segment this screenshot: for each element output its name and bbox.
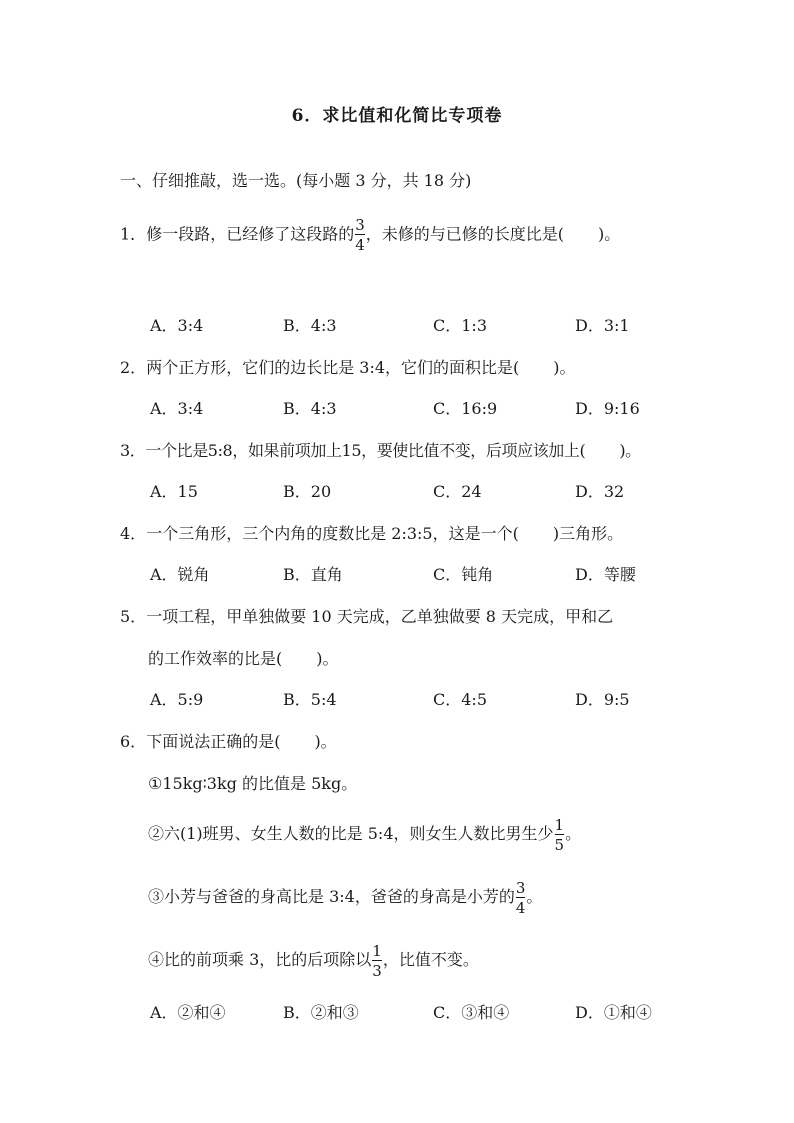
question-text: )。 xyxy=(619,441,641,460)
option-a[interactable]: A．15 xyxy=(150,482,198,501)
option-c[interactable]: C．钝角 xyxy=(433,565,494,584)
question-3 xyxy=(120,441,641,461)
option-c[interactable]: C．16:9 xyxy=(433,399,498,418)
question-text: )三角形。 xyxy=(552,524,624,543)
option-d[interactable]: D．①和④ xyxy=(575,1003,652,1022)
option-a[interactable]: A．②和④ xyxy=(150,1003,226,1022)
option-b[interactable]: B．②和③ xyxy=(283,1003,359,1022)
question-number: 1． xyxy=(120,224,147,244)
question-number: 2． xyxy=(120,358,147,377)
fraction-denominator: 5 xyxy=(554,835,565,854)
fraction-numerator: 1 xyxy=(372,941,382,960)
question-number: 3． xyxy=(120,441,146,460)
question-text: 修一段路，已经修了这段路的 xyxy=(146,224,355,244)
option-a[interactable]: A．3:4 xyxy=(150,316,204,335)
question-text: )。 xyxy=(314,732,337,751)
question-number: 5． xyxy=(120,607,147,626)
question-text: 的工作效率的比是( xyxy=(148,649,283,668)
option-b[interactable]: B．4:3 xyxy=(283,316,337,335)
question-6 xyxy=(120,732,337,752)
fraction xyxy=(372,942,382,980)
option-d[interactable]: D．等腰 xyxy=(575,565,636,584)
question-text: 两个正方形，它们的边长比是 3:4，它们的面积比是( xyxy=(146,358,520,377)
option-d[interactable]: D．9:5 xyxy=(575,690,630,709)
fraction-numerator: 1 xyxy=(554,815,565,834)
question-text: )。 xyxy=(553,358,576,377)
fraction-numerator: 3 xyxy=(515,878,526,897)
option-d[interactable]: D．32 xyxy=(575,482,625,501)
question-4 xyxy=(120,524,623,544)
fraction-numerator: 3 xyxy=(355,216,365,234)
statement-text: ，比值不变。 xyxy=(382,950,479,969)
question-5-line-2 xyxy=(148,649,339,669)
section-heading: 一、仔细推敲，选一选。(每小题 3 分，共 18 分) xyxy=(120,171,472,190)
statement-text: 。 xyxy=(526,887,543,906)
statement-text: ③小芳与爸爸的身高比是 3:4，爸爸的身高是小芳的 xyxy=(148,887,515,906)
question-text: 一个比是5:8，如果前项加上15，要使比值不变，后项应该加上( xyxy=(145,441,586,460)
option-a[interactable]: A．锐角 xyxy=(150,565,210,584)
question-number: 4． xyxy=(120,524,147,543)
option-a[interactable]: A．5:9 xyxy=(150,690,204,709)
option-d[interactable]: D．9:16 xyxy=(575,399,640,418)
option-c[interactable]: C．③和④ xyxy=(433,1003,510,1022)
statement-text: 。 xyxy=(565,824,582,843)
fraction-denominator: 4 xyxy=(355,236,365,254)
fraction-denominator: 4 xyxy=(515,898,526,917)
fraction-denominator: 3 xyxy=(372,961,382,980)
statement-2 xyxy=(148,813,581,855)
option-c[interactable]: C．1:3 xyxy=(433,316,487,335)
option-b[interactable]: B．20 xyxy=(283,482,332,501)
fraction xyxy=(355,216,365,254)
option-a[interactable]: A．3:4 xyxy=(150,399,204,418)
option-b[interactable]: B．5:4 xyxy=(283,690,337,709)
option-c[interactable]: C．24 xyxy=(433,482,482,501)
question-number: 6． xyxy=(120,732,147,751)
question-5 xyxy=(120,607,613,627)
fraction xyxy=(516,879,526,917)
statement-3 xyxy=(148,876,542,918)
option-b[interactable]: B．直角 xyxy=(283,565,343,584)
question-text: 一个三角形，三个内角的度数比是 2:3:5，这是一个( xyxy=(146,524,519,543)
statement-text: ④比的前项乘 3，比的后项除以 xyxy=(148,950,372,969)
question-text: )。 xyxy=(598,224,621,244)
fraction xyxy=(555,816,565,854)
statement-1: ①15kg∶3kg 的比值是 5kg。 xyxy=(148,774,358,793)
question-text: )。 xyxy=(316,649,339,668)
option-c[interactable]: C．4:5 xyxy=(433,690,487,709)
question-1 xyxy=(120,216,620,254)
statement-text: ②六(1)班男、女生人数的比是 5:4，则女生人数比男生少 xyxy=(148,824,554,843)
question-text: ，未修的与已修的长度比是( xyxy=(365,224,564,244)
statement-4 xyxy=(148,939,479,981)
question-2 xyxy=(120,358,576,378)
option-b[interactable]: B．4:3 xyxy=(283,399,337,418)
option-d[interactable]: D．3:1 xyxy=(575,316,630,335)
question-text: 一项工程，甲单独做要 10 天完成，乙单独做要 8 天完成，甲和乙 xyxy=(146,607,614,626)
page-title: 6．求比值和化简比专项卷 xyxy=(291,106,503,126)
question-text: 下面说法正确的是( xyxy=(146,732,281,751)
